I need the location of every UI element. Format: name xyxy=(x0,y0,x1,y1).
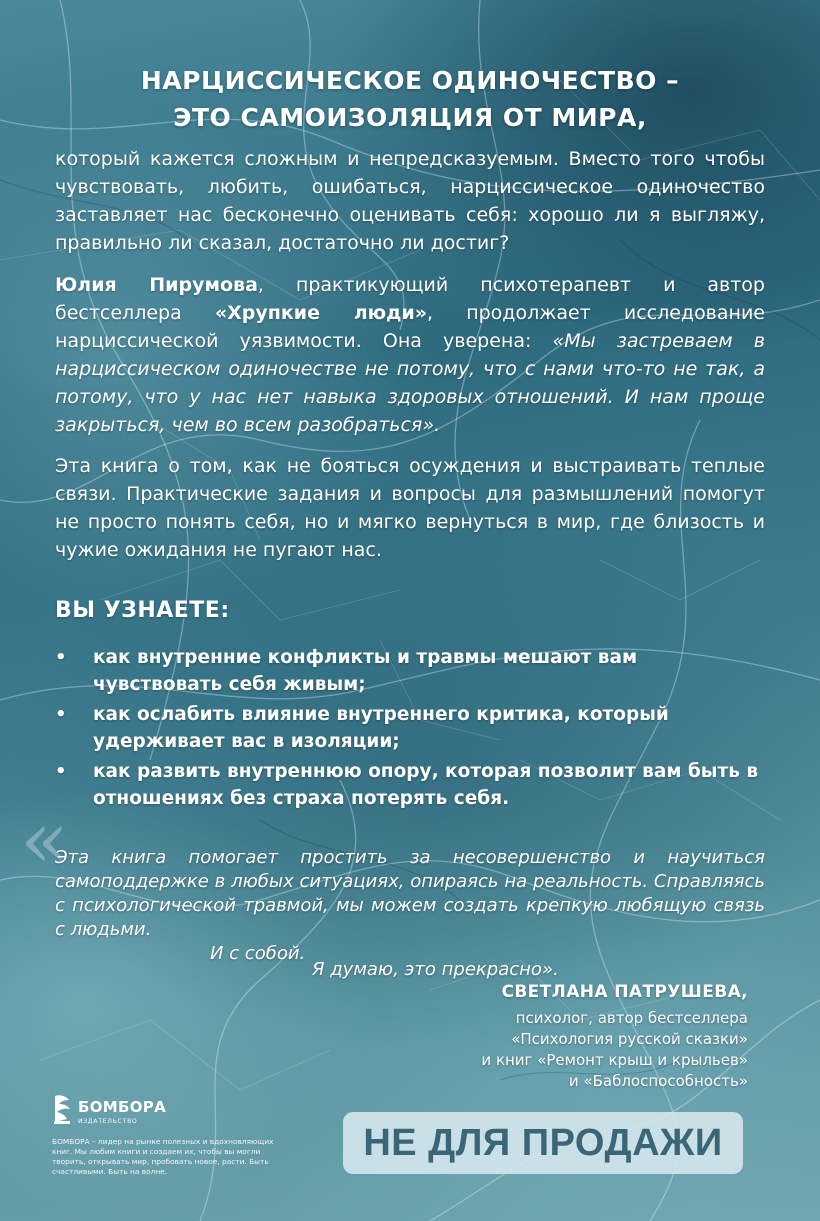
learn-item xyxy=(55,644,765,698)
intro-paragraph: который кажется сложным и непредсказуемым. Вместо того чтобы чувствовать, любить, ошибаться, нарциссическое одиночество заставляет нас бесконечно оценивать себя: хорошо ли я выгляжу, правильно ли сказал, достаточно ли достиг? xyxy=(55,148,765,254)
testimonial-quote: Эта книга помогает простить за несовершенство и научиться самоподдержке в любых ситуациях, опираясь на реальность. Справляясь с психологической травмой, мы можем создать крепкую любящую связь с людьми. xyxy=(55,847,765,940)
credential-line: и «Баблоспособность» xyxy=(568,1072,748,1090)
learn-item xyxy=(55,758,765,812)
author-text-1: , практикующий психотерапевт и автор бестселлера xyxy=(55,274,765,324)
publisher-subtitle: ИЗДАТЕЛЬСТВО xyxy=(78,1118,138,1125)
testimonial-line-2: Я думаю, это прекрасно». xyxy=(312,959,559,980)
bullet-icon: • xyxy=(55,704,67,725)
learn-heading: ВЫ УЗНАЕТЕ: xyxy=(55,598,230,623)
learn-item-text: как ослабить влияние внутреннего критика, который удерживает вас в изоляции; xyxy=(93,704,669,752)
headline xyxy=(0,62,820,136)
headline-line-2: ЭТО САМОИЗОЛЯЦИЯ ОТ МИРА, xyxy=(173,103,647,132)
not-for-sale-stamp: НЕ ДЛЯ ПРОДАЖИ xyxy=(343,1112,743,1174)
credential-line: «Психология русской сказки» xyxy=(511,1030,748,1048)
credential-line: психолог, автор бестселлера xyxy=(515,1009,748,1027)
testimonial-author-credentials xyxy=(481,1008,748,1092)
learn-item xyxy=(55,701,765,755)
author-paragraph xyxy=(55,271,765,439)
headline-line-1: НАРЦИССИЧЕСКОЕ ОДИНОЧЕСТВО – xyxy=(140,66,680,95)
book-title: «Хрупкие люди» xyxy=(214,302,428,324)
publisher-name: БОМБОРА xyxy=(78,1098,166,1116)
learn-item-text: как развить внутреннюю опору, которая позволит вам быть в отношениях без страха потерять себя. xyxy=(93,761,759,809)
quote-mark-icon: « xyxy=(20,793,69,886)
learn-item-text: как внутренние конфликты и травмы мешают вам чувствовать себя живым; xyxy=(93,647,638,695)
author-name: Юлия Пирумова xyxy=(55,274,258,296)
testimonial-line-1: И с собой. xyxy=(210,943,306,964)
publisher-logo xyxy=(52,1092,172,1130)
bombora-logo-icon xyxy=(52,1092,74,1126)
author-text-2: , продолжает исследование нарциссической уязвимости. Она уверена: xyxy=(55,302,765,352)
bullet-icon: • xyxy=(55,647,67,668)
bullet-icon: • xyxy=(55,761,67,782)
publisher-note: БОМБОРА – лидер на рынке полезных и вдохновляющих книг. Мы любим книги и создаем их, чтобы вы могли творить, открывать мир, пробовать новое, расти. Быть счастливыми. Быть на волне. xyxy=(52,1137,274,1176)
learn-list xyxy=(55,644,765,815)
about-paragraph: Эта книга о том, как не бояться осуждения и выстраивать теплые связи. Практические задания и вопросы для размышлений помогут не просто понять себя, но и мягко вернуться в мир, где близость и чужие ожидания не пугают нас. xyxy=(55,455,765,561)
author-quote: «Мы застреваем в нарциссическом одиночестве не потому, что с нами что-то не так, а потому, что у нас нет навыка здоровых отношений. И нам проще закрыться, чем во всем разобраться». xyxy=(55,330,766,436)
credential-line: и книг «Ремонт крыш и крыльев» xyxy=(481,1051,748,1069)
testimonial-author: СВЕТЛАНА ПАТРУШЕВА, xyxy=(501,982,748,1002)
